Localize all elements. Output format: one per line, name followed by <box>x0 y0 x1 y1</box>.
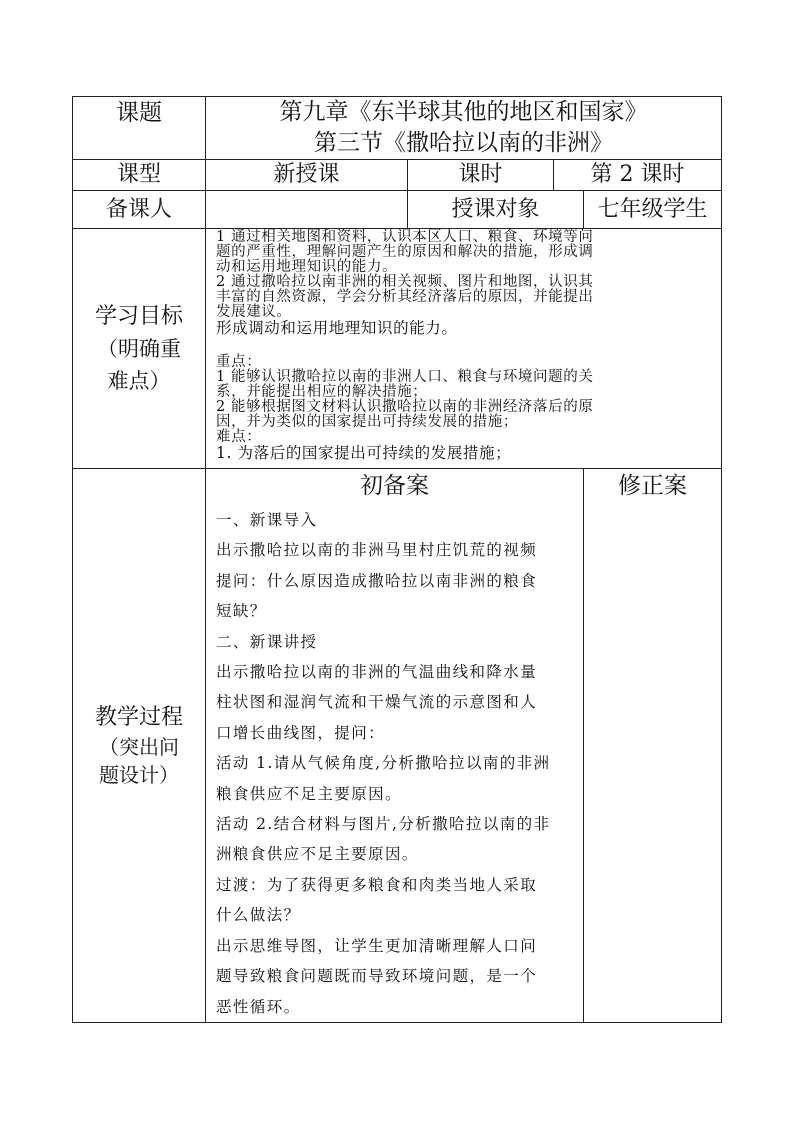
type-label-cell <box>73 160 206 191</box>
lesson-plan-table <box>72 96 722 1023</box>
objective-line: 发展建议。 <box>216 304 292 320</box>
difficulty-line: 1. 为落后的国家提出可持续的发展措施； <box>216 444 512 462</box>
initial-plan-title: 初备案 <box>360 473 429 499</box>
audience-value-cell <box>584 191 722 229</box>
key-point-line: 1 能够认识撒哈拉以南的非洲人口、粮食与环境问题的关 <box>216 369 594 385</box>
process-line: 活动 2.结合材料与图片,分析撒哈拉以南的非 <box>216 815 551 834</box>
process-line: 柱状图和湿润气流和干燥气流的示意图和人 <box>216 693 538 712</box>
process-line: 恶性循环。 <box>216 997 301 1016</box>
process-label-line-3: 题设计） <box>99 762 179 787</box>
process-row <box>73 469 722 1023</box>
hours-value-cell <box>554 160 722 191</box>
process-line: 口增长曲线图，提问： <box>216 723 386 742</box>
topic-label-cell <box>73 97 206 160</box>
process-line: 出示撒哈拉以南的非洲的气温曲线和降水量 <box>216 663 538 682</box>
type-label: 课型 <box>116 162 161 187</box>
process-line: 过渡：为了获得更多粮食和肉类当地人采取 <box>216 875 538 894</box>
process-line: 出示撒哈拉以南的非洲马里村庄饥荒的视频 <box>216 541 538 560</box>
objective-line: 动和运用地理知识的能力。 <box>216 259 398 275</box>
topic-row <box>73 97 722 160</box>
process-line: 活动 1.请从气候角度,分析撒哈拉以南的非洲 <box>216 754 551 773</box>
objectives-row <box>73 229 722 469</box>
topic-label: 课题 <box>116 100 162 126</box>
hours-value: 第 2 课时 <box>590 162 685 187</box>
key-point-line: 2 能够根据图文材料认识撒哈拉以南的非洲经济落后的原 <box>216 399 594 415</box>
process-label-line-2: （突出问 <box>99 734 179 759</box>
key-points-label: 重点： <box>216 354 262 370</box>
objective-wide-line: 形成调动和运用地理知识的能力。 <box>216 319 458 337</box>
audience-label: 授课对象 <box>451 196 540 222</box>
objective-line: 题的严重性，理解问题产生的原因和解决的措施，形成调 <box>216 244 594 260</box>
objectives-label-cell <box>73 229 206 469</box>
process-line: 一、新课导入 <box>216 511 318 529</box>
teacher-value-cell <box>206 191 408 229</box>
initial-plan-text <box>206 501 583 1022</box>
objectives-label-line-2: （明确重 <box>97 336 181 361</box>
key-point-line: 因，并为类似的国家提出可持续发展的措施； <box>216 414 518 430</box>
audience-value: 七年级学生 <box>597 196 708 222</box>
process-line: 出示思维导图，让学生更加清晰理解人口问 <box>216 936 538 955</box>
teacher-label: 备课人 <box>105 196 172 222</box>
process-line: 洲粮食供应不足主要原因。 <box>216 845 419 864</box>
objectives-label-line-3: 难点） <box>107 368 171 393</box>
process-label-line-1: 教学过程 <box>94 704 183 730</box>
objectives-content-cell <box>206 229 722 469</box>
objective-line: 丰富的自然资源，学会分析其经济落后的原因，并能提出 <box>216 289 594 305</box>
process-line: 二、新课讲授 <box>216 632 318 651</box>
revision-plan-title: 修正案 <box>618 473 687 499</box>
process-line: 什么做法？ <box>216 906 301 925</box>
hours-label: 课时 <box>458 162 503 187</box>
objectives-text <box>206 229 721 462</box>
objective-line: 1 通过相关地图和资料，认识本区人口、粮食、环境等问 <box>216 229 594 245</box>
key-point-line: 系，并能提出相应的解决措施； <box>216 384 428 400</box>
topic-line-1: 第九章《东半球其他的地区和国家》 <box>279 99 648 125</box>
teacher-row <box>73 191 722 229</box>
revision-plan-cell <box>584 469 722 1023</box>
initial-plan-cell <box>206 469 584 1023</box>
type-row <box>73 160 722 191</box>
type-value-cell <box>206 160 408 191</box>
type-value: 新授课 <box>273 162 340 187</box>
process-line: 提问：什么原因造成撒哈拉以南非洲的粮食 <box>216 571 538 590</box>
audience-label-cell <box>408 191 584 229</box>
hours-label-cell <box>408 160 554 191</box>
process-line: 题导致粮食问题既而导致环境问题，是一个 <box>216 967 538 986</box>
process-line: 短缺？ <box>216 602 267 621</box>
process-label-cell <box>73 469 206 1023</box>
difficulty-label: 难点： <box>216 429 262 445</box>
topic-value-cell <box>206 97 722 160</box>
process-line: 粮食供应不足主要原因。 <box>216 784 402 803</box>
topic-line-2: 第三节《撒哈拉以南的非洲》 <box>314 130 613 156</box>
objectives-label-line-1: 学习目标 <box>94 303 183 329</box>
teacher-label-cell <box>73 191 206 229</box>
objective-line: 2 通过撒哈拉以南非洲的相关视频、图片和地图，认识其 <box>216 274 594 290</box>
